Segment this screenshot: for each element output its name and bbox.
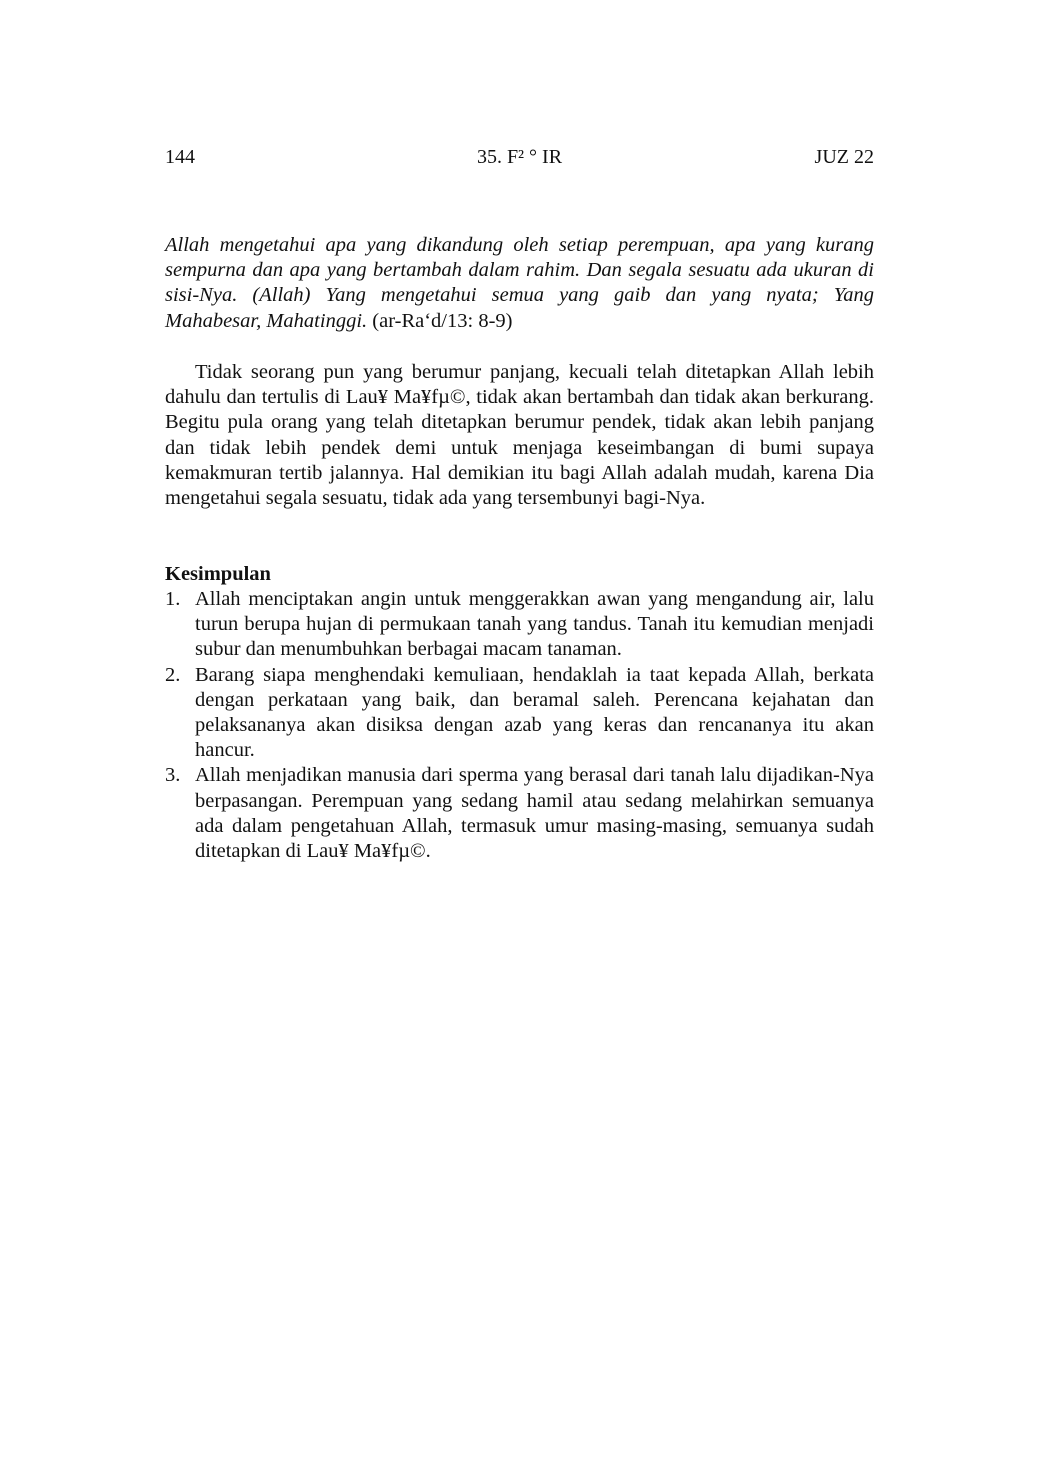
list-item-text: Barang siapa menghendaki kemuliaan, hendaklah ia taat kepada Allah, berkata dengan perkataan yang baik, dan beramal saleh. Perencana kejahatan dan pelaksananya akan disiksa dengan azab yang keras dan rencananya itu akan hancur. [195, 663, 874, 762]
conclusion-list [165, 587, 874, 864]
list-item-text: Allah menciptakan angin untuk menggerakkan awan yang mengandung air, lalu turun berupa hujan di permukaan tanah yang tandus. Tanah itu kemudian menjadi subur dan menumbuhkan berbagai macam tanaman. [195, 588, 874, 661]
page-number: 144 [165, 146, 195, 168]
list-item [165, 663, 874, 764]
verse-translation-text: Allah mengetahui apa yang dikandung oleh setiap perempuan, apa yang kurang sempurna dan apa yang bertambah dalam rahim. Dan segala sesuatu ada ukuran di sisi-Nya. (Allah) Yang mengetahui semua yang gaib dan yang nyata; Yang Mahabesar, Mahatinggi. [165, 234, 874, 332]
list-item-number: 1. [165, 588, 181, 610]
list-item-number: 3. [165, 764, 181, 787]
juz-label: JUZ 22 [814, 146, 874, 168]
running-header [165, 144, 874, 170]
list-item [165, 587, 874, 663]
verse-reference: (ar-Ra‘d/13: 8-9) [367, 309, 513, 332]
verse-translation [165, 233, 874, 334]
surah-title: 35. F² ° IR [476, 146, 563, 168]
list-item-text: Allah menjadikan manusia dari sperma yang berasal dari tanah lalu dijadikan-Nya berpasangan. Perempuan yang sedang hamil atau sedang melahirkan semuanya ada dalam pengetahuan Allah, termasuk umur masing-masing, semuanya sudah ditetapkan di Lau¥ Ma¥fµ©. [195, 764, 874, 863]
commentary-paragraph: Tidak seorang pun yang berumur panjang, kecuali telah ditetapkan Allah lebih dahulu dan tertulis di Lau¥ Ma¥fµ©, tidak akan bertambah dan tidak akan berkurang. Begitu pula orang yang telah ditetapkan berumur pendek, tidak akan lebih panjang dan tidak lebih pendek demi untuk menjaga keseimbangan di bumi supaya kemakmuran tertib jalannya. Hal demikian itu bagi Allah adalah mudah, karena Dia mengetahui segala sesuatu, tidak ada yang tersembunyi bagi-Nya. [165, 361, 874, 510]
list-item-number: 2. [165, 663, 181, 686]
conclusion-heading: Kesimpulan [165, 563, 271, 585]
list-item [165, 763, 874, 864]
